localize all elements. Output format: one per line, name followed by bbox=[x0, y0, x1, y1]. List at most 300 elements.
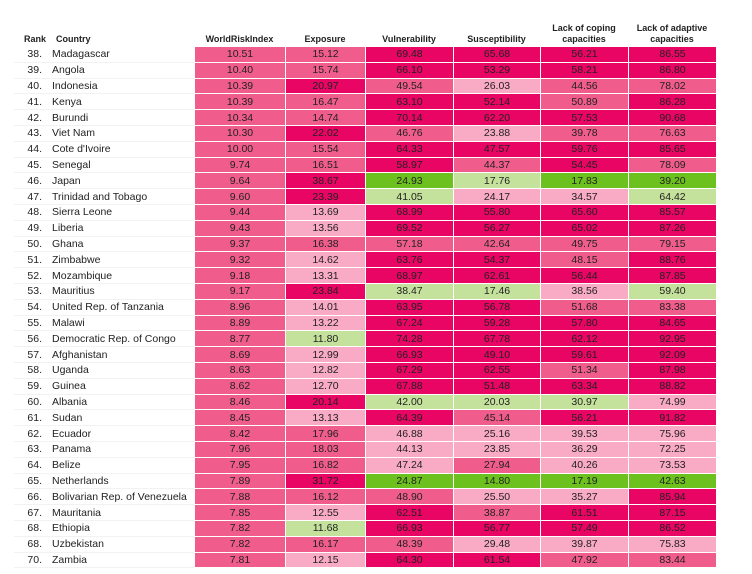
vulnerability-cell: 66.93 bbox=[365, 521, 453, 537]
coping-cell: 65.60 bbox=[540, 205, 628, 221]
table-row bbox=[14, 237, 716, 253]
adaptive-cell: 72.25 bbox=[628, 442, 716, 458]
vulnerability-cell: 57.18 bbox=[365, 237, 453, 253]
table-row bbox=[14, 205, 716, 221]
exposure-cell: 12.15 bbox=[285, 553, 365, 569]
country-cell: Mozambique bbox=[48, 268, 194, 284]
coping-cell: 57.53 bbox=[540, 110, 628, 126]
susceptibility-cell: 42.64 bbox=[453, 237, 540, 253]
table-row bbox=[14, 521, 716, 537]
table-row bbox=[14, 553, 716, 569]
country-cell: Senegal bbox=[48, 158, 194, 174]
vulnerability-cell: 74.28 bbox=[365, 331, 453, 347]
coping-cell: 51.68 bbox=[540, 300, 628, 316]
rank-cell: 61. bbox=[14, 410, 48, 426]
exposure-cell: 12.82 bbox=[285, 363, 365, 379]
susceptibility-cell: 44.37 bbox=[453, 158, 540, 174]
susceptibility-cell: 59.28 bbox=[453, 316, 540, 332]
vulnerability-cell: 46.88 bbox=[365, 426, 453, 442]
worldriskindex-cell: 9.37 bbox=[194, 237, 285, 253]
exposure-cell: 14.74 bbox=[285, 110, 365, 126]
table-row bbox=[14, 94, 716, 110]
country-cell: Burundi bbox=[48, 110, 194, 126]
adaptive-cell: 86.52 bbox=[628, 521, 716, 537]
vulnerability-cell: 66.93 bbox=[365, 347, 453, 363]
country-cell: Panama bbox=[48, 442, 194, 458]
coping-cell: 40.26 bbox=[540, 458, 628, 474]
rank-cell: 60. bbox=[14, 395, 48, 411]
coping-cell: 34.57 bbox=[540, 189, 628, 205]
table-row bbox=[14, 410, 716, 426]
worldriskindex-cell: 10.40 bbox=[194, 63, 285, 79]
vulnerability-cell: 67.24 bbox=[365, 316, 453, 332]
worldriskindex-cell: 8.63 bbox=[194, 363, 285, 379]
coping-cell: 56.44 bbox=[540, 268, 628, 284]
table-row bbox=[14, 347, 716, 363]
vulnerability-cell: 67.29 bbox=[365, 363, 453, 379]
table-row bbox=[14, 110, 716, 126]
rank-cell: 54. bbox=[14, 300, 48, 316]
coping-cell: 50.89 bbox=[540, 94, 628, 110]
exposure-cell: 11.80 bbox=[285, 331, 365, 347]
world-risk-index-table bbox=[14, 18, 716, 568]
vulnerability-cell: 63.76 bbox=[365, 252, 453, 268]
rank-cell: 66. bbox=[14, 489, 48, 505]
country-cell: United Rep. of Tanzania bbox=[48, 300, 194, 316]
country-cell: Sudan bbox=[48, 410, 194, 426]
rank-cell: 68. bbox=[14, 521, 48, 537]
adaptive-cell: 42.63 bbox=[628, 474, 716, 490]
adaptive-cell: 92.95 bbox=[628, 331, 716, 347]
worldriskindex-cell: 7.81 bbox=[194, 553, 285, 569]
table-row bbox=[14, 142, 716, 158]
exposure-cell: 15.12 bbox=[285, 47, 365, 63]
adaptive-cell: 78.02 bbox=[628, 79, 716, 95]
worldriskindex-cell: 7.89 bbox=[194, 474, 285, 490]
country-cell: Netherlands bbox=[48, 474, 194, 490]
worldriskindex-cell: 10.51 bbox=[194, 47, 285, 63]
coping-cell: 61.51 bbox=[540, 505, 628, 521]
worldriskindex-cell: 9.64 bbox=[194, 173, 285, 189]
exposure-cell: 23.84 bbox=[285, 284, 365, 300]
adaptive-cell: 88.82 bbox=[628, 379, 716, 395]
country-cell: Belize bbox=[48, 458, 194, 474]
worldriskindex-cell: 7.82 bbox=[194, 521, 285, 537]
adaptive-cell: 87.98 bbox=[628, 363, 716, 379]
susceptibility-cell: 20.03 bbox=[453, 395, 540, 411]
vulnerability-cell: 48.39 bbox=[365, 537, 453, 553]
rank-cell: 43. bbox=[14, 126, 48, 142]
susceptibility-cell: 55.80 bbox=[453, 205, 540, 221]
coping-cell: 39.78 bbox=[540, 126, 628, 142]
header-lack-of-coping-capacities: Lack of coping capacities bbox=[552, 23, 616, 44]
exposure-cell: 18.03 bbox=[285, 442, 365, 458]
table-row bbox=[14, 489, 716, 505]
susceptibility-cell: 53.29 bbox=[453, 63, 540, 79]
coping-cell: 49.75 bbox=[540, 237, 628, 253]
worldriskindex-cell: 9.74 bbox=[194, 158, 285, 174]
exposure-cell: 13.69 bbox=[285, 205, 365, 221]
vulnerability-cell: 63.95 bbox=[365, 300, 453, 316]
country-cell: Uganda bbox=[48, 363, 194, 379]
adaptive-cell: 86.80 bbox=[628, 63, 716, 79]
vulnerability-cell: 68.97 bbox=[365, 268, 453, 284]
rank-cell: 62. bbox=[14, 426, 48, 442]
exposure-cell: 23.39 bbox=[285, 189, 365, 205]
rank-cell: 40. bbox=[14, 79, 48, 95]
vulnerability-cell: 47.24 bbox=[365, 458, 453, 474]
rank-cell: 55. bbox=[14, 316, 48, 332]
susceptibility-cell: 47.57 bbox=[453, 142, 540, 158]
susceptibility-cell: 67.78 bbox=[453, 331, 540, 347]
rank-cell: 67. bbox=[14, 505, 48, 521]
worldriskindex-cell: 8.96 bbox=[194, 300, 285, 316]
worldriskindex-cell: 10.39 bbox=[194, 94, 285, 110]
rank-cell: 53. bbox=[14, 284, 48, 300]
table-row bbox=[14, 426, 716, 442]
worldriskindex-cell: 7.85 bbox=[194, 505, 285, 521]
exposure-cell: 20.97 bbox=[285, 79, 365, 95]
coping-cell: 51.34 bbox=[540, 363, 628, 379]
country-cell: Mauritania bbox=[48, 505, 194, 521]
adaptive-cell: 75.96 bbox=[628, 426, 716, 442]
susceptibility-cell: 23.88 bbox=[453, 126, 540, 142]
adaptive-cell: 74.99 bbox=[628, 395, 716, 411]
susceptibility-cell: 61.54 bbox=[453, 553, 540, 569]
vulnerability-cell: 58.97 bbox=[365, 158, 453, 174]
worldriskindex-cell: 9.60 bbox=[194, 189, 285, 205]
country-cell: Ecuador bbox=[48, 426, 194, 442]
adaptive-cell: 85.57 bbox=[628, 205, 716, 221]
adaptive-cell: 86.55 bbox=[628, 47, 716, 63]
exposure-cell: 16.12 bbox=[285, 489, 365, 505]
susceptibility-cell: 17.76 bbox=[453, 173, 540, 189]
coping-cell: 35.27 bbox=[540, 489, 628, 505]
adaptive-cell: 90.68 bbox=[628, 110, 716, 126]
adaptive-cell: 84.65 bbox=[628, 316, 716, 332]
worldriskindex-cell: 9.43 bbox=[194, 221, 285, 237]
rank-cell: 46. bbox=[14, 173, 48, 189]
rank-cell: 64. bbox=[14, 458, 48, 474]
susceptibility-cell: 27.94 bbox=[453, 458, 540, 474]
vulnerability-cell: 68.99 bbox=[365, 205, 453, 221]
rank-cell: 41. bbox=[14, 94, 48, 110]
susceptibility-cell: 17.46 bbox=[453, 284, 540, 300]
susceptibility-cell: 38.87 bbox=[453, 505, 540, 521]
susceptibility-cell: 56.27 bbox=[453, 221, 540, 237]
susceptibility-cell: 54.37 bbox=[453, 252, 540, 268]
rank-cell: 45. bbox=[14, 158, 48, 174]
table-row bbox=[14, 63, 716, 79]
country-cell: Trinidad and Tobago bbox=[48, 189, 194, 205]
table-row bbox=[14, 284, 716, 300]
rank-cell: 57. bbox=[14, 347, 48, 363]
susceptibility-cell: 25.16 bbox=[453, 426, 540, 442]
worldriskindex-cell: 10.00 bbox=[194, 142, 285, 158]
country-cell: Japan bbox=[48, 173, 194, 189]
exposure-cell: 11.68 bbox=[285, 521, 365, 537]
coping-cell: 62.12 bbox=[540, 331, 628, 347]
coping-cell: 65.02 bbox=[540, 221, 628, 237]
coping-cell: 44.56 bbox=[540, 79, 628, 95]
header-exposure: Exposure bbox=[304, 34, 346, 44]
worldriskindex-cell: 9.32 bbox=[194, 252, 285, 268]
rank-cell: 51. bbox=[14, 252, 48, 268]
adaptive-cell: 59.40 bbox=[628, 284, 716, 300]
country-cell: Ghana bbox=[48, 237, 194, 253]
coping-cell: 39.53 bbox=[540, 426, 628, 442]
coping-cell: 38.56 bbox=[540, 284, 628, 300]
exposure-cell: 20.14 bbox=[285, 395, 365, 411]
adaptive-cell: 91.82 bbox=[628, 410, 716, 426]
susceptibility-cell: 62.55 bbox=[453, 363, 540, 379]
vulnerability-cell: 67.88 bbox=[365, 379, 453, 395]
country-cell: Uzbekistan bbox=[48, 537, 194, 553]
exposure-cell: 15.74 bbox=[285, 63, 365, 79]
exposure-cell: 17.96 bbox=[285, 426, 365, 442]
exposure-cell: 16.51 bbox=[285, 158, 365, 174]
vulnerability-cell: 24.93 bbox=[365, 173, 453, 189]
country-cell: Cote d'Ivoire bbox=[48, 142, 194, 158]
worldriskindex-cell: 8.42 bbox=[194, 426, 285, 442]
worldriskindex-cell: 8.62 bbox=[194, 379, 285, 395]
table-row bbox=[14, 458, 716, 474]
adaptive-cell: 39.20 bbox=[628, 173, 716, 189]
table-row bbox=[14, 379, 716, 395]
susceptibility-cell: 14.80 bbox=[453, 474, 540, 490]
header-vulnerability: Vulnerability bbox=[382, 34, 436, 44]
worldriskindex-cell: 8.77 bbox=[194, 331, 285, 347]
adaptive-cell: 85.65 bbox=[628, 142, 716, 158]
coping-cell: 17.83 bbox=[540, 173, 628, 189]
coping-cell: 48.15 bbox=[540, 252, 628, 268]
rank-cell: 47. bbox=[14, 189, 48, 205]
table-row bbox=[14, 395, 716, 411]
country-cell: Indonesia bbox=[48, 79, 194, 95]
coping-cell: 59.61 bbox=[540, 347, 628, 363]
country-cell: Madagascar bbox=[48, 47, 194, 63]
coping-cell: 57.49 bbox=[540, 521, 628, 537]
exposure-cell: 14.62 bbox=[285, 252, 365, 268]
rank-cell: 39. bbox=[14, 63, 48, 79]
worldriskindex-cell: 8.89 bbox=[194, 316, 285, 332]
susceptibility-cell: 49.10 bbox=[453, 347, 540, 363]
worldriskindex-cell: 9.44 bbox=[194, 205, 285, 221]
country-cell: Mauritius bbox=[48, 284, 194, 300]
worldriskindex-cell: 8.45 bbox=[194, 410, 285, 426]
worldriskindex-cell: 7.95 bbox=[194, 458, 285, 474]
country-cell: Zimbabwe bbox=[48, 252, 194, 268]
header-country: Country bbox=[56, 34, 91, 44]
adaptive-cell: 78.09 bbox=[628, 158, 716, 174]
rank-cell: 59. bbox=[14, 379, 48, 395]
worldriskindex-cell: 9.18 bbox=[194, 268, 285, 284]
rank-cell: 49. bbox=[14, 221, 48, 237]
vulnerability-cell: 69.52 bbox=[365, 221, 453, 237]
country-cell: Albania bbox=[48, 395, 194, 411]
rank-cell: 63. bbox=[14, 442, 48, 458]
coping-cell: 63.34 bbox=[540, 379, 628, 395]
vulnerability-cell: 62.51 bbox=[365, 505, 453, 521]
vulnerability-cell: 38.47 bbox=[365, 284, 453, 300]
adaptive-cell: 92.09 bbox=[628, 347, 716, 363]
coping-cell: 57.80 bbox=[540, 316, 628, 332]
header-row bbox=[14, 18, 716, 47]
table-row bbox=[14, 442, 716, 458]
worldriskindex-cell: 10.30 bbox=[194, 126, 285, 142]
country-cell: Angola bbox=[48, 63, 194, 79]
table-row bbox=[14, 252, 716, 268]
rank-cell: 58. bbox=[14, 363, 48, 379]
exposure-cell: 16.38 bbox=[285, 237, 365, 253]
rank-cell: 44. bbox=[14, 142, 48, 158]
rank-cell: 65. bbox=[14, 474, 48, 490]
worldriskindex-cell: 7.88 bbox=[194, 489, 285, 505]
coping-cell: 54.45 bbox=[540, 158, 628, 174]
table-row bbox=[14, 268, 716, 284]
susceptibility-cell: 29.48 bbox=[453, 537, 540, 553]
susceptibility-cell: 56.77 bbox=[453, 521, 540, 537]
table-row bbox=[14, 300, 716, 316]
adaptive-cell: 76.63 bbox=[628, 126, 716, 142]
exposure-cell: 12.99 bbox=[285, 347, 365, 363]
exposure-cell: 13.56 bbox=[285, 221, 365, 237]
table-row bbox=[14, 474, 716, 490]
vulnerability-cell: 63.10 bbox=[365, 94, 453, 110]
adaptive-cell: 87.26 bbox=[628, 221, 716, 237]
vulnerability-cell: 64.30 bbox=[365, 553, 453, 569]
adaptive-cell: 79.15 bbox=[628, 237, 716, 253]
rank-cell: 68. bbox=[14, 537, 48, 553]
adaptive-cell: 83.44 bbox=[628, 553, 716, 569]
exposure-cell: 22.02 bbox=[285, 126, 365, 142]
country-cell: Democratic Rep. of Congo bbox=[48, 331, 194, 347]
exposure-cell: 12.70 bbox=[285, 379, 365, 395]
table-row bbox=[14, 316, 716, 332]
header-worldriskindex: WorldRiskIndex bbox=[205, 34, 274, 44]
vulnerability-cell: 66.10 bbox=[365, 63, 453, 79]
worldriskindex-cell: 7.96 bbox=[194, 442, 285, 458]
table-row bbox=[14, 158, 716, 174]
rank-cell: 42. bbox=[14, 110, 48, 126]
exposure-cell: 31.72 bbox=[285, 474, 365, 490]
susceptibility-cell: 45.14 bbox=[453, 410, 540, 426]
vulnerability-cell: 48.90 bbox=[365, 489, 453, 505]
country-cell: Ethiopia bbox=[48, 521, 194, 537]
header-susceptibility: Susceptibility bbox=[467, 34, 526, 44]
rank-cell: 70. bbox=[14, 553, 48, 569]
susceptibility-cell: 51.48 bbox=[453, 379, 540, 395]
vulnerability-cell: 69.48 bbox=[365, 47, 453, 63]
rank-cell: 38. bbox=[14, 47, 48, 63]
vulnerability-cell: 44.13 bbox=[365, 442, 453, 458]
exposure-cell: 38.67 bbox=[285, 173, 365, 189]
adaptive-cell: 85.94 bbox=[628, 489, 716, 505]
worldriskindex-cell: 7.82 bbox=[194, 537, 285, 553]
coping-cell: 17.19 bbox=[540, 474, 628, 490]
adaptive-cell: 73.53 bbox=[628, 458, 716, 474]
exposure-cell: 16.47 bbox=[285, 94, 365, 110]
table-row bbox=[14, 221, 716, 237]
table-row bbox=[14, 173, 716, 189]
country-cell: Kenya bbox=[48, 94, 194, 110]
coping-cell: 58.21 bbox=[540, 63, 628, 79]
susceptibility-cell: 25.50 bbox=[453, 489, 540, 505]
coping-cell: 47.92 bbox=[540, 553, 628, 569]
exposure-cell: 12.55 bbox=[285, 505, 365, 521]
coping-cell: 59.76 bbox=[540, 142, 628, 158]
exposure-cell: 16.17 bbox=[285, 537, 365, 553]
worldriskindex-cell: 8.46 bbox=[194, 395, 285, 411]
adaptive-cell: 83.38 bbox=[628, 300, 716, 316]
header-rank: Rank bbox=[24, 34, 47, 44]
worldriskindex-cell: 8.69 bbox=[194, 347, 285, 363]
vulnerability-cell: 49.54 bbox=[365, 79, 453, 95]
table-row bbox=[14, 189, 716, 205]
susceptibility-cell: 62.61 bbox=[453, 268, 540, 284]
rank-cell: 48. bbox=[14, 205, 48, 221]
vulnerability-cell: 42.00 bbox=[365, 395, 453, 411]
country-cell: Zambia bbox=[48, 553, 194, 569]
coping-cell: 56.21 bbox=[540, 47, 628, 63]
adaptive-cell: 86.28 bbox=[628, 94, 716, 110]
country-cell: Guinea bbox=[48, 379, 194, 395]
susceptibility-cell: 65.68 bbox=[453, 47, 540, 63]
adaptive-cell: 87.15 bbox=[628, 505, 716, 521]
exposure-cell: 16.82 bbox=[285, 458, 365, 474]
table-row bbox=[14, 331, 716, 347]
exposure-cell: 13.22 bbox=[285, 316, 365, 332]
adaptive-cell: 88.76 bbox=[628, 252, 716, 268]
coping-cell: 30.97 bbox=[540, 395, 628, 411]
susceptibility-cell: 56.78 bbox=[453, 300, 540, 316]
country-cell: Bolivarian Rep. of Venezuela bbox=[48, 489, 194, 505]
exposure-cell: 13.31 bbox=[285, 268, 365, 284]
header-lack-of-adaptive-capacities: Lack of adaptive capacities bbox=[636, 23, 708, 44]
exposure-cell: 14.01 bbox=[285, 300, 365, 316]
exposure-cell: 15.54 bbox=[285, 142, 365, 158]
coping-cell: 56.21 bbox=[540, 410, 628, 426]
adaptive-cell: 75.83 bbox=[628, 537, 716, 553]
table-row bbox=[14, 505, 716, 521]
susceptibility-cell: 52.14 bbox=[453, 94, 540, 110]
susceptibility-cell: 26.03 bbox=[453, 79, 540, 95]
table-row bbox=[14, 126, 716, 142]
vulnerability-cell: 64.39 bbox=[365, 410, 453, 426]
table-row bbox=[14, 79, 716, 95]
table-row bbox=[14, 47, 716, 63]
country-cell: Malawi bbox=[48, 316, 194, 332]
vulnerability-cell: 24.87 bbox=[365, 474, 453, 490]
rank-cell: 56. bbox=[14, 331, 48, 347]
country-cell: Afghanistan bbox=[48, 347, 194, 363]
rank-cell: 52. bbox=[14, 268, 48, 284]
exposure-cell: 13.13 bbox=[285, 410, 365, 426]
adaptive-cell: 87.85 bbox=[628, 268, 716, 284]
coping-cell: 39.87 bbox=[540, 537, 628, 553]
vulnerability-cell: 41.05 bbox=[365, 189, 453, 205]
country-cell: Viet Nam bbox=[48, 126, 194, 142]
vulnerability-cell: 70.14 bbox=[365, 110, 453, 126]
rank-cell: 50. bbox=[14, 237, 48, 253]
susceptibility-cell: 24.17 bbox=[453, 189, 540, 205]
worldriskindex-cell: 9.17 bbox=[194, 284, 285, 300]
worldriskindex-cell: 10.34 bbox=[194, 110, 285, 126]
table-row bbox=[14, 363, 716, 379]
susceptibility-cell: 23.85 bbox=[453, 442, 540, 458]
vulnerability-cell: 46.76 bbox=[365, 126, 453, 142]
susceptibility-cell: 62.20 bbox=[453, 110, 540, 126]
